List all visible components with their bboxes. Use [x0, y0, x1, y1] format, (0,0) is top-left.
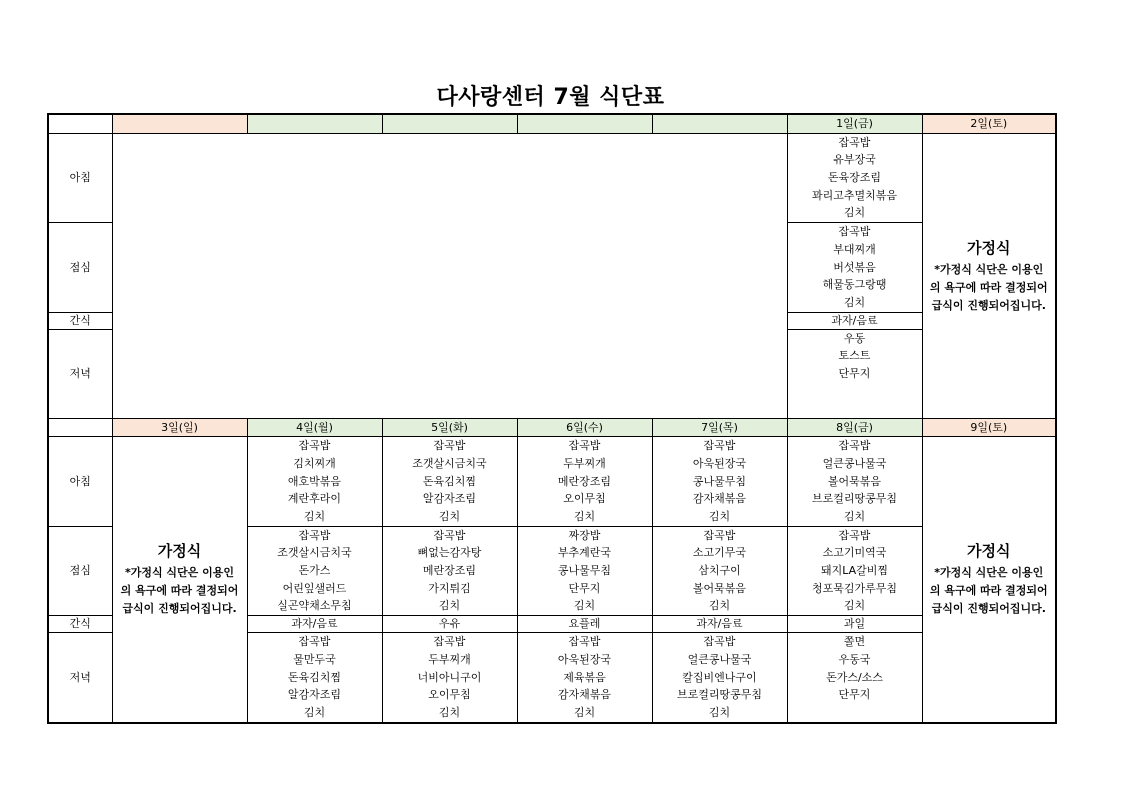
- menu-item: 메란장조림: [422, 564, 477, 578]
- snack-cell: 과자/음료: [652, 616, 787, 633]
- day-header: 4일(월): [247, 418, 382, 437]
- menu-cell: [787, 633, 922, 723]
- menu-item: 김치: [438, 599, 461, 613]
- menu-item: 잡곡밥: [568, 635, 601, 649]
- day-header: 6일(수): [517, 418, 652, 437]
- menu-item: 알감자조림: [287, 688, 342, 702]
- menu-item: 부대찌개: [833, 242, 876, 256]
- menu-item: 얼큰콩나물국: [822, 456, 887, 470]
- menu-item: 잡곡밥: [838, 135, 871, 149]
- day-header: [517, 114, 652, 133]
- menu-item: 우동: [843, 331, 866, 345]
- menu-item: 알감자조림: [422, 492, 477, 506]
- menu-item: 아욱된장국: [692, 456, 747, 470]
- day-header: 8일(금): [787, 418, 922, 437]
- menu-cell: [652, 437, 787, 526]
- meal-label: 저녁: [48, 329, 112, 418]
- menu-item: 두부찌개: [428, 652, 471, 666]
- home-meal-note: *가정식 식단은 이용인: [124, 566, 235, 580]
- home-meal-note: 급식이 진행되어집니다.: [931, 298, 1046, 312]
- menu-item: 꽈리고추멸치볶음: [811, 188, 897, 202]
- menu-item: 단무지: [568, 581, 601, 595]
- menu-item: 실곤약채소무침: [277, 599, 352, 613]
- meal-label: 아침: [48, 133, 112, 222]
- menu-item: 칼집비엔나구이: [682, 670, 757, 684]
- menu-item: 김치: [708, 705, 731, 719]
- day-header: 9일(토): [922, 418, 1056, 437]
- menu-item: 청포묵김가루무침: [811, 581, 897, 595]
- snack-cell: 과자/음료: [787, 312, 922, 329]
- menu-item: 돼지LA갈비찜: [820, 564, 889, 578]
- menu-item: 물만두국: [293, 652, 336, 666]
- menu-item: 잡곡밥: [298, 635, 331, 649]
- day-header: 2일(토): [922, 114, 1056, 133]
- menu-cell: [247, 437, 382, 526]
- home-meal-cell: [922, 437, 1056, 723]
- menu-item: 잡곡밥: [298, 528, 331, 542]
- day-header: 7일(목): [652, 418, 787, 437]
- week1-header-row: [48, 114, 1056, 133]
- menu-item: 쫄면: [843, 635, 866, 649]
- menu-cell: [517, 526, 652, 615]
- menu-cell: [382, 526, 517, 615]
- menu-item: 김치: [708, 510, 731, 524]
- menu-item: 감자채볶음: [692, 492, 747, 506]
- home-meal-note: 의 욕구에 따라 결정되어: [120, 584, 239, 598]
- menu-item: 김치: [573, 599, 596, 613]
- day-header: [247, 114, 382, 133]
- day-header: 1일(금): [787, 114, 922, 133]
- menu-item: 돈육김치찜: [422, 474, 477, 488]
- menu-cell: [787, 437, 922, 526]
- menu-item: 짜장밥: [568, 528, 601, 542]
- menu-item: 김치: [843, 510, 866, 524]
- menu-item: 뼈없는감자탕: [417, 546, 482, 560]
- home-meal-cell: [922, 133, 1056, 418]
- meal-label: 아침: [48, 437, 112, 526]
- menu-item: 브로컬리땅콩무침: [676, 688, 762, 702]
- menu-item: 김치찌개: [293, 456, 336, 470]
- snack-cell: 요플레: [517, 616, 652, 633]
- snack-cell: 우유: [382, 616, 517, 633]
- home-meal-note: 급식이 진행되어집니다.: [931, 602, 1046, 616]
- menu-item: 버섯볶음: [833, 260, 876, 274]
- home-meal-title: 가정식: [967, 238, 1011, 257]
- home-meal-note: 의 욕구에 따라 결정되어: [929, 584, 1048, 598]
- meal-label: 간식: [48, 616, 112, 633]
- home-meal-cell: [112, 437, 247, 723]
- menu-item: 유부장국: [833, 153, 876, 167]
- menu-item: 볼어묵볶음: [692, 581, 747, 595]
- menu-item: 김치: [708, 599, 731, 613]
- menu-item: 김치: [843, 206, 866, 220]
- corner-cell: [48, 114, 112, 133]
- menu-item: 오이무침: [563, 492, 606, 506]
- menu-item: 우동국: [838, 652, 871, 666]
- meal-label: 간식: [48, 312, 112, 329]
- menu-cell: [787, 329, 922, 418]
- home-meal-note: *가정식 식단은 이용인: [934, 566, 1044, 580]
- menu-item: 어린잎샐러드: [282, 581, 347, 595]
- menu-item: 잡곡밥: [703, 439, 736, 453]
- menu-item: 잡곡밥: [838, 439, 871, 453]
- menu-cell: [382, 437, 517, 526]
- corner-cell: [48, 418, 112, 437]
- menu-item: 단무지: [838, 366, 871, 380]
- menu-item: 가지튀김: [428, 581, 471, 595]
- menu-item: 잡곡밥: [838, 225, 871, 239]
- menu-item: 김치: [303, 510, 326, 524]
- week2-header-row: [48, 418, 1056, 437]
- menu-item: 김치: [438, 510, 461, 524]
- menu-item: 잡곡밥: [703, 528, 736, 542]
- menu-item: 잡곡밥: [298, 439, 331, 453]
- meal-label: 점심: [48, 223, 112, 312]
- menu-item: 소고기미역국: [822, 546, 887, 560]
- menu-item: 돈가스/소스: [826, 670, 883, 684]
- menu-cell: [247, 633, 382, 723]
- menu-item: 잡곡밥: [838, 528, 871, 542]
- menu-item: 돈가스: [298, 564, 331, 578]
- menu-item: 김치: [843, 295, 866, 309]
- menu-item: 애호박볶음: [287, 474, 342, 488]
- week2-breakfast-row: [48, 437, 1056, 526]
- menu-item: 콩나물무침: [557, 564, 612, 578]
- menu-cell: [652, 633, 787, 723]
- page-title: 다사랑센터 7월 식단표: [436, 85, 665, 110]
- snack-cell: 과자/음료: [247, 616, 382, 633]
- menu-cell: [382, 633, 517, 723]
- menu-item: 조갯살시금치국: [277, 546, 352, 560]
- menu-item: 잡곡밥: [703, 635, 736, 649]
- home-meal-note: 급식이 진행되어집니다.: [122, 602, 237, 616]
- menu-item: 오이무침: [428, 688, 471, 702]
- menu-item: 조갯살시금치국: [412, 456, 487, 470]
- menu-item: 볼어묵볶음: [827, 474, 882, 488]
- menu-item: 소고기무국: [692, 546, 747, 560]
- menu-item: 계란후라이: [287, 492, 342, 506]
- menu-item: 브로컬리땅콩무침: [811, 492, 897, 506]
- menu-item: 감자채볶음: [557, 688, 612, 702]
- snack-cell: 과일: [787, 616, 922, 633]
- menu-cell: [247, 526, 382, 615]
- home-meal-title: 가정식: [967, 542, 1011, 561]
- menu-cell: [787, 526, 922, 615]
- day-header: 3일(일): [112, 418, 247, 437]
- menu-item: 토스트: [838, 349, 871, 363]
- home-meal-note: *가정식 식단은 이용인: [934, 262, 1044, 276]
- menu-item: 단무지: [838, 688, 871, 702]
- menu-cell: [787, 133, 922, 222]
- menu-item: 콩나물무침: [692, 474, 747, 488]
- menu-item: 김치: [573, 510, 596, 524]
- empty-block: [112, 133, 787, 418]
- menu-item: 너비아니구이: [417, 670, 482, 684]
- menu-cell: [787, 223, 922, 312]
- menu-item: 두부찌개: [563, 456, 606, 470]
- home-meal-title: 가정식: [157, 542, 202, 561]
- menu-item: 얼큰콩나물국: [687, 652, 752, 666]
- menu-item: 잡곡밥: [433, 635, 466, 649]
- day-header: 5일(화): [382, 418, 517, 437]
- day-header: [382, 114, 517, 133]
- week1-breakfast-row: [48, 133, 1056, 222]
- menu-item: 돈육장조림: [827, 171, 882, 185]
- menu-item: 돈육김치찜: [287, 670, 342, 684]
- day-header: [652, 114, 787, 133]
- menu-item: 잡곡밥: [433, 528, 466, 542]
- menu-cell: [517, 437, 652, 526]
- menu-item: 김치: [303, 705, 326, 719]
- menu-item: 부추계란국: [557, 546, 612, 560]
- menu-item: 김치: [438, 705, 461, 719]
- menu-item: 제육볶음: [563, 670, 606, 684]
- menu-item: 잡곡밥: [433, 439, 466, 453]
- menu-item: 해물동그랑땡: [822, 278, 887, 292]
- menu-item: 삼치구이: [698, 564, 741, 578]
- day-header: [112, 114, 247, 133]
- menu-item: 잡곡밥: [568, 439, 601, 453]
- home-meal-note: 의 욕구에 따라 결정되어: [929, 280, 1048, 294]
- meal-table: [47, 113, 1057, 724]
- meal-label: 저녁: [48, 633, 112, 723]
- menu-cell: [517, 633, 652, 723]
- menu-cell: [652, 526, 787, 615]
- menu-item: 아욱된장국: [557, 652, 612, 666]
- meal-label: 점심: [48, 526, 112, 615]
- menu-item: 메란장조림: [557, 474, 612, 488]
- menu-item: 김치: [843, 599, 866, 613]
- menu-item: 김치: [573, 705, 596, 719]
